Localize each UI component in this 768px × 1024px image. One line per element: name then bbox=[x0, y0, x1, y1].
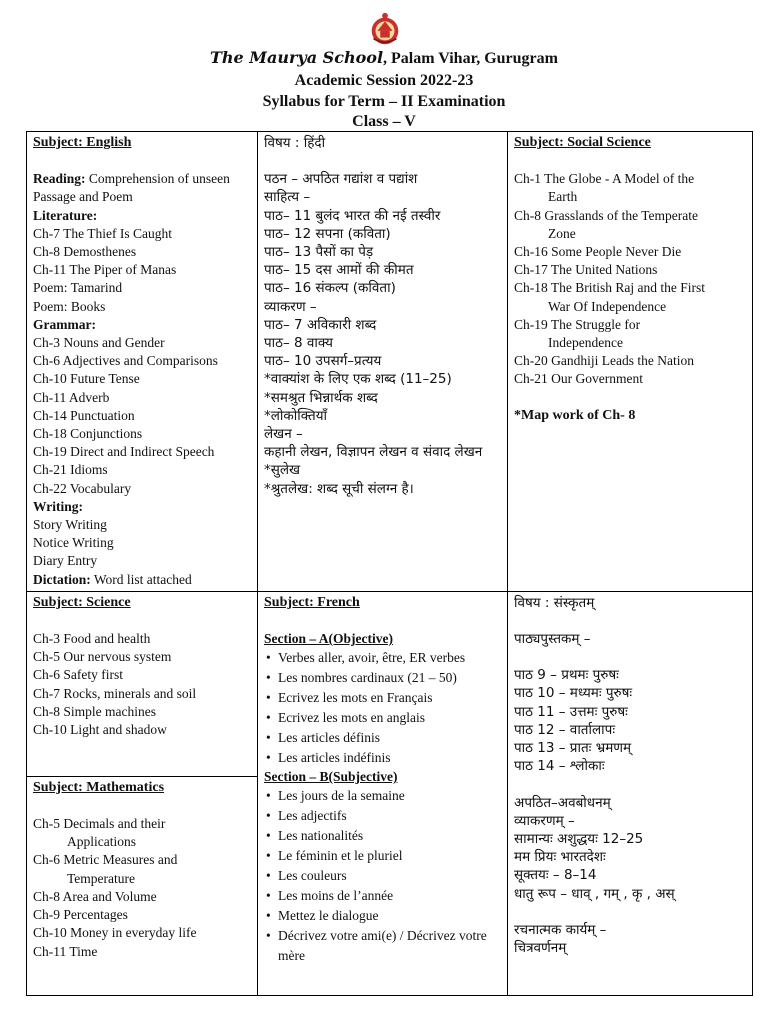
sanskrit-book: पाठ्यपुस्तकम् – bbox=[514, 631, 591, 648]
list-item: Ch-18 Conjunctions bbox=[33, 426, 143, 442]
list-item: व्याकरणम् – bbox=[514, 812, 575, 829]
list-item: • Ecrivez les mots en Français bbox=[278, 688, 501, 708]
french-section-a: Section – A(Objective) bbox=[264, 631, 393, 647]
school-location: , Palam Vihar, Gurugram bbox=[383, 50, 558, 67]
list-item: Ch-6 Metric Measures and Temperature bbox=[33, 852, 178, 886]
list-item: Ch-8 Demosthenes bbox=[33, 244, 137, 260]
list-item: • Le féminin et le pluriel bbox=[278, 846, 501, 866]
list-item: साहित्य – bbox=[264, 189, 311, 206]
list-item: *श्रुतलेख: शब्द सूची संलग्न है। bbox=[264, 480, 414, 497]
sanskrit-title: विषय : संस्कृतम् bbox=[514, 594, 595, 611]
english-writing-label: Writing: bbox=[33, 498, 83, 514]
science-math-cell bbox=[27, 591, 258, 995]
list-item: सूक्तयः – 8–14 bbox=[514, 867, 597, 884]
list-item: Ch-3 Nouns and Gender bbox=[33, 335, 165, 351]
list-item: Diary Entry bbox=[33, 553, 98, 569]
list-item: Ch-22 Vocabulary bbox=[33, 480, 132, 496]
list-item: Story Writing bbox=[33, 517, 107, 533]
list-item: Ch-16 Some People Never Die bbox=[514, 244, 682, 260]
list-item: धातु रूप – धाव् , गम् , कृ , अस् bbox=[514, 885, 675, 902]
french-title: Subject: French bbox=[264, 594, 360, 610]
list-item: Ch-21 Idioms bbox=[33, 462, 108, 478]
list-item: Ch-21 Our Government bbox=[514, 371, 643, 387]
list-item: • Verbes aller, avoir, être, ER verbes bbox=[278, 648, 501, 668]
list-item: पाठ 10 – मध्यमः पुरुषः bbox=[514, 685, 633, 702]
class-heading: Class – V bbox=[352, 113, 416, 130]
list-item: Ch-17 The United Nations bbox=[514, 262, 658, 278]
social-science-title: Subject: Social Science bbox=[514, 135, 651, 150]
syllabus-heading: Syllabus for Term – II Examination bbox=[262, 93, 506, 110]
social-science-cell bbox=[508, 132, 753, 592]
list-item: Ch-5 Our nervous system bbox=[33, 649, 172, 665]
list-item: Ch-9 Percentages bbox=[33, 907, 128, 923]
hindi-list bbox=[264, 170, 501, 498]
list-item: Ch-11 Adverb bbox=[33, 389, 110, 405]
list-item: Poem: Books bbox=[33, 298, 106, 314]
english-cell bbox=[27, 132, 258, 592]
list-item: • Les jours de la semaine bbox=[278, 786, 501, 806]
list-item: पाठ 11 – उत्तमः पुरुषः bbox=[514, 703, 628, 720]
list-item: पाठ– 10 उपसर्ग–प्रत्यय bbox=[264, 353, 382, 370]
sanskrit-creative bbox=[514, 921, 746, 957]
list-item: • Les couleurs bbox=[278, 866, 501, 886]
list-item: Ch-6 Safety first bbox=[33, 667, 123, 683]
list-item: पाठ– 8 वाक्य bbox=[264, 335, 333, 352]
hindi-title: विषय : हिंदी bbox=[264, 135, 326, 151]
mathematics-title: Subject: Mathematics bbox=[33, 779, 165, 795]
list-item: Ch-3 Food and health bbox=[33, 631, 151, 647]
french-cell bbox=[258, 591, 508, 995]
list-item: Ch-14 Punctuation bbox=[33, 407, 135, 423]
list-item: • Les articles définis bbox=[278, 728, 501, 748]
english-reading: Reading: Comprehension of unseen Passage and Poem bbox=[33, 171, 230, 205]
english-writing-list bbox=[33, 516, 251, 571]
english-literature-label: Literature: bbox=[33, 207, 98, 223]
list-item: व्याकरण – bbox=[264, 298, 317, 315]
list-item: Ch-10 Light and shadow bbox=[33, 722, 167, 738]
list-item: पाठ– 12 सपना (कविता) bbox=[264, 225, 391, 242]
sanskrit-cell bbox=[508, 591, 753, 995]
list-item: Ch-1 The Globe - A Model of the Earth bbox=[514, 171, 695, 205]
list-item: मम प्रियः भारतदेशः bbox=[514, 849, 606, 866]
list-item: पाठ 12 – वार्तालापः bbox=[514, 721, 616, 738]
list-item: Ch-19 The Struggle for Independence bbox=[514, 316, 641, 351]
list-item: पठन – अपठित गद्यांश व पद्यांश bbox=[264, 171, 418, 188]
list-item: Ch-7 The Thief Is Caught bbox=[33, 225, 172, 241]
list-item: पाठ 13 – प्रातः भ्रमणम् bbox=[514, 740, 632, 757]
list-item: Ch-18 The British Raj and the First War Of Independence bbox=[514, 280, 705, 314]
science-title: Subject: Science bbox=[33, 594, 131, 610]
sanskrit-unseen: अपठित–अवबोधनम् bbox=[514, 794, 611, 811]
list-item: कहानी लेखन, विज्ञापन लेखन व संवाद लेखन bbox=[264, 444, 483, 461]
english-literature-list bbox=[33, 225, 251, 316]
list-item: *वाक्यांश के लिए एक शब्द (11–25) bbox=[264, 371, 452, 388]
list-item: पाठ 14 – श्लोकाः bbox=[514, 758, 605, 775]
list-item: • Les adjectifs bbox=[278, 806, 501, 826]
list-item: Ch-10 Money in everyday life bbox=[33, 925, 197, 941]
list-item: Notice Writing bbox=[33, 535, 114, 551]
list-item: • Les nationalités bbox=[278, 826, 501, 846]
social-science-list bbox=[514, 170, 746, 388]
list-item: • Les articles indéfinis bbox=[278, 748, 501, 768]
list-item: Ch-5 Decimals and their Applications bbox=[33, 816, 166, 850]
list-item: Ch-7 Rocks, minerals and soil bbox=[33, 685, 197, 701]
list-item: Ch-20 Gandhiji Leads the Nation bbox=[514, 353, 694, 369]
school-logo-icon bbox=[366, 10, 404, 48]
list-item: Poem: Tamarind bbox=[33, 280, 123, 296]
mathematics-list bbox=[33, 815, 251, 961]
list-item: Ch-8 Grasslands of the Temperate Zone bbox=[514, 207, 699, 241]
list-item: पाठ– 7 अविकारी शब्द bbox=[264, 316, 377, 333]
list-item: लेखन – bbox=[264, 426, 303, 443]
list-item: पाठ– 13 पैसों का पेड़ bbox=[264, 244, 374, 261]
list-item: Ch-8 Area and Volume bbox=[33, 888, 157, 904]
list-item: चित्रवर्णनम् bbox=[514, 939, 567, 956]
sanskrit-lessons bbox=[514, 666, 746, 775]
list-item: Ch-6 Adjectives and Comparisons bbox=[33, 353, 218, 369]
list-item: रचनात्मक कार्यम् – bbox=[514, 921, 607, 938]
list-item: • Les moins de l’année bbox=[278, 886, 501, 906]
list-item: पाठ 9 – प्रथमः पुरुषः bbox=[514, 667, 619, 684]
hindi-cell bbox=[258, 132, 508, 592]
session-heading: Academic Session 2022-23 bbox=[294, 72, 474, 89]
list-item: *लोकोक्तियाँ bbox=[264, 407, 328, 424]
map-work-note: *Map work of Ch- 8 bbox=[514, 407, 636, 423]
science-list bbox=[33, 630, 251, 739]
english-grammar-label: Grammar: bbox=[33, 316, 96, 332]
list-item: सामान्यः अशुद्धयः 12–25 bbox=[514, 830, 644, 847]
syllabus-table bbox=[26, 131, 753, 996]
list-item: • Décrivez votre ami(e) / Décrivez votre mère bbox=[278, 926, 501, 966]
english-grammar-list bbox=[33, 334, 251, 498]
list-item: पाठ– 16 संकल्प (कविता) bbox=[264, 280, 396, 297]
list-item: Ch-8 Simple machines bbox=[33, 703, 156, 719]
french-section-a-list bbox=[264, 648, 501, 768]
list-item: • Les nombres cardinaux (21 – 50) bbox=[278, 668, 501, 688]
french-section-b: Section – B(Subjective) bbox=[264, 769, 398, 785]
list-item: *समश्रुत भिन्नार्थक शब्द bbox=[264, 389, 378, 406]
english-dictation: Dictation: Word list attached bbox=[33, 571, 192, 587]
list-item: Ch-11 Time bbox=[33, 943, 98, 959]
science-section bbox=[27, 592, 257, 776]
french-section-b-list bbox=[264, 786, 501, 966]
list-item: पाठ– 15 दस आमों की कीमत bbox=[264, 262, 414, 279]
list-item: • Mettez le dialogue bbox=[278, 906, 501, 926]
list-item: • Ecrivez les mots en anglais bbox=[278, 708, 501, 728]
list-item: पाठ– 11 बुलंद भारत की नई तस्वीर bbox=[264, 207, 441, 224]
list-item: *सुलेख bbox=[264, 462, 301, 479]
school-heading bbox=[0, 48, 768, 69]
english-title: Subject: English bbox=[33, 135, 132, 150]
school-name: The Maurya School bbox=[210, 48, 384, 67]
list-item: Ch-10 Future Tense bbox=[33, 371, 140, 387]
list-item: Ch-19 Direct and Indirect Speech bbox=[33, 444, 215, 460]
sanskrit-grammar bbox=[514, 812, 746, 903]
list-item: Ch-11 The Piper of Manas bbox=[33, 262, 177, 278]
mathematics-section bbox=[27, 776, 257, 963]
